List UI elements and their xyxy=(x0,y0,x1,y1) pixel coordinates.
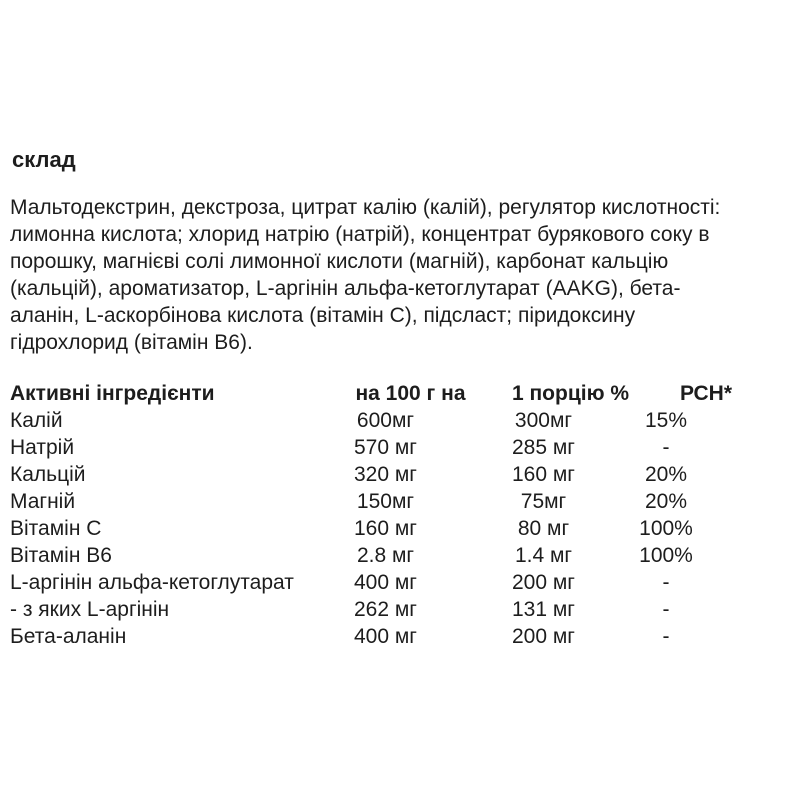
header-rsn: РСН* xyxy=(680,382,732,405)
header-per-100g: на 100 г на xyxy=(355,382,466,405)
table-row xyxy=(10,488,730,515)
value-per-serving: 300мг xyxy=(514,409,573,432)
ingredients-line: аланін, L-аскорбінова кислота (вітамін С), підсласт; піридоксину xyxy=(10,304,636,327)
value-rsn: 15% xyxy=(644,409,688,432)
ingredients-line: гідрохлорид (вітамін В6). xyxy=(10,331,253,354)
value-per-serving: 1.4 мг xyxy=(514,544,573,567)
table-row xyxy=(10,434,730,461)
value-per-serving: 200 мг xyxy=(512,571,575,594)
nutrient-name: Калій xyxy=(10,409,63,432)
value-per-serving: 160 мг xyxy=(512,463,575,486)
ingredients-line: Мальтодекстрин, декстроза, цитрат калію (калій), регулятор кислотності: xyxy=(10,196,721,219)
ingredients-line: (кальцій), ароматизатор, L-аргінін альфа-кетоглутарат (AAKG), бета- xyxy=(10,277,681,300)
ingredients-line: лимонна кислота; хлорид натрію (натрій), концентрат бурякового соку в xyxy=(10,223,710,246)
table-row xyxy=(10,461,730,488)
table-header-row xyxy=(10,380,730,407)
value-per-serving: 75мг xyxy=(520,490,567,513)
ingredients-line: порошку, магнієві солі лимонної кислоти (магній), карбонат кальцію xyxy=(10,250,669,273)
value-per-100g: 600мг xyxy=(356,409,415,432)
value-rsn: 100% xyxy=(639,544,693,567)
value-rsn: - xyxy=(662,436,670,459)
nutrient-name: Магній xyxy=(10,490,76,513)
value-rsn: - xyxy=(662,571,670,594)
nutrient-name: Кальцій xyxy=(10,463,86,486)
value-rsn: 100% xyxy=(639,517,693,540)
value-per-100g: 400 мг xyxy=(354,625,417,648)
table-row xyxy=(10,515,730,542)
value-per-100g: 400 мг xyxy=(354,571,417,594)
table-row xyxy=(10,596,730,623)
nutrient-name: Натрій xyxy=(10,436,75,459)
table-row xyxy=(10,542,730,569)
nutrient-name: L-аргінін альфа-кетоглутарат xyxy=(10,571,294,594)
nutrient-name: Бета-аланін xyxy=(10,625,127,648)
value-per-100g: 320 мг xyxy=(354,463,417,486)
value-per-serving: 285 мг xyxy=(512,436,575,459)
value-rsn: - xyxy=(662,598,670,621)
table-row xyxy=(10,407,730,434)
value-per-serving: 131 мг xyxy=(512,598,575,621)
value-per-100g: 160 мг xyxy=(354,517,417,540)
value-per-serving: 80 мг xyxy=(517,517,570,540)
header-active-ingredients: Активні інгредієнти xyxy=(10,382,215,405)
value-rsn: 20% xyxy=(644,490,688,513)
value-per-100g: 2.8 мг xyxy=(356,544,415,567)
header-per-serving: 1 порцію % xyxy=(511,382,630,405)
value-per-100g: 570 мг xyxy=(354,436,417,459)
value-per-100g: 262 мг xyxy=(354,598,417,621)
ingredients-paragraph xyxy=(10,194,720,356)
value-rsn: - xyxy=(662,625,670,648)
table-row xyxy=(10,569,730,596)
nutrient-name: Вітамін В6 xyxy=(10,544,112,567)
value-per-serving: 200 мг xyxy=(512,625,575,648)
nutrient-name: Вітамін С xyxy=(10,517,102,540)
value-rsn: 20% xyxy=(644,463,688,486)
nutrient-name: - з яких L-аргінін xyxy=(10,598,170,621)
composition-heading: склад xyxy=(12,147,76,172)
value-per-100g: 150мг xyxy=(356,490,415,513)
table-row xyxy=(10,623,730,650)
active-ingredients-table xyxy=(10,380,730,650)
